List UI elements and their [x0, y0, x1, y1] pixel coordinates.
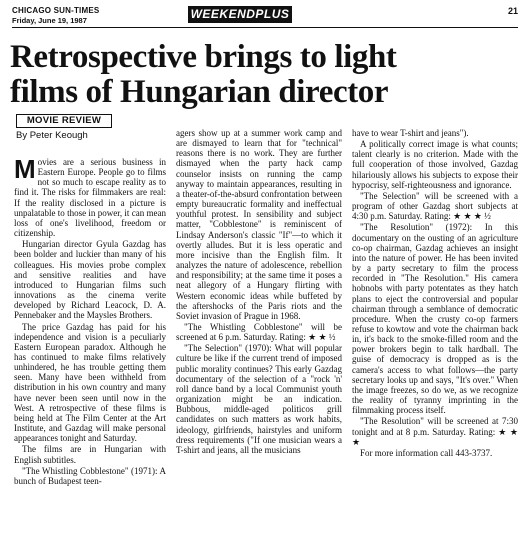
paragraph: The price Gazdag has paid for his independence and vision is a peculiarly Eastern European paradox. Although he has continued to make films relatively unhindered, he has trouble getting them seen. Many have been withheld from distribution in his own country and many have never been seen until now in the West. A retrospective of these films is being held at The Film Center at the Art Institute, and Gazdag will make personal appearances tonight and Saturday.	[14, 321, 166, 444]
paragraph: Movies are a serious business in Eastern Europe. People go to films not so much to escape reality as to find it. The risks for filmmakers are real: If the reality disclosed in a picture is unpalatable to those in power, it can mean loss of one's livelihood, freedom or citizenship.	[14, 154, 166, 239]
page-number: 21	[507, 6, 518, 16]
masthead	[12, 6, 518, 30]
paragraph: have to wear T-shirt and jeans").	[352, 128, 469, 138]
headline-line-1: Retrospective brings to light	[10, 39, 397, 75]
newspaper-name: CHICAGO SUN-TIMES	[12, 6, 100, 15]
paragraph: "The Resolution" (1972): In this documentary on the ousting of an agriculture co-op chairman, Gazdag achieves an insight into the nature of power. He has been invited by a party secretary to film the process recorded in "The Resolution." His camera hobnobs with party potentates as they hatch plans to eject the controversial and popular chairman through a semblance of democratic procedure. When the crusty co-op farmers refuse to kowtow and vote the chairman back in, it's back to the smoke-filled room and the power brokers begin to talk hardball. The guise of democracy is dropped as is the camera's access to what follows—the party secretary looks up and says, "It's over." When the image freezes, so do we, as we recognize the reality of tyranny imprinting in the filmmaking process itself.	[352, 222, 518, 416]
paragraph: "The Selection" will be screened with a program of other Gazdag short subjects at 4:30 p.m. Saturday. Rating: ★ ★ ★ ½	[352, 190, 518, 222]
section-banner: WEEKENDPLUS	[188, 6, 292, 23]
paragraph: A politically correct image is what counts; talent clearly is no criterion. Made with the full cooperation of those involved, Gazdag hilariously allows his subjects to expose their hypocrisy, self-righteousness and ignorance.	[352, 139, 518, 190]
paragraph: The films are in Hungarian with English subtitles.	[14, 444, 166, 465]
paragraph: "The Whistling Cobblestone" will be screened at 6 p.m. Saturday. Rating: ★ ★ ½	[176, 321, 342, 343]
paragraph: agers show up at a summer work camp and are dismayed to learn that for "technical" reasons there is no work. They are further dismayed when the party hack camp counselor insists on running the camp anyway to maintain appearances, resulting in a theater-of-the-absurd confrontation between empty bureaucratic formality and ineffectual youthful protest. In sensibility and subject matter, "Cobblestone" is reminiscent of Lindsay Anderson's classic "If"—to which it overtly alludes. But it is less operatic and more incisive than the English film. It analyzes the nature of adolescence, rebellion and responsibility; at the same time it poses a neat allegory of a Hungary flirting with Western economic ideas while buffeted by the aftershocks of the Paris riots and the Soviet invasion of Prague in 1968.	[176, 128, 342, 321]
paragraph: "The Selection" (1970): What will popular culture be like if the current trend of imposed public morality continues? This early Gazdag documentary of the selection of a "rock 'n' roll dance band by a local Communist youth organization might be an indication. Bubbous, middle-aged politicos grill candidates on such matters as work habits, ideology, girlfriends, hairstyles and uniform dress requirements ("If one musician wears a T-shirt and jeans, all the musicians	[176, 343, 342, 455]
article-column-3	[352, 128, 518, 459]
movie-review-label: MOVIE REVIEW	[16, 114, 112, 128]
headline-line-2: films of Hungarian director	[10, 74, 389, 110]
drop-cap: M	[14, 154, 36, 184]
paragraph: "The Whistling Cobblestone" (1971): A bunch of Budapest teen-	[14, 465, 166, 486]
headline	[10, 40, 520, 110]
paragraph: For more information call 443-3737.	[360, 447, 493, 458]
paragraph: "The Resolution" will be screened at 7:30 tonight and at 8 p.m. Saturday. Rating: ★ ★ ★	[352, 416, 518, 447]
article-column-2	[176, 128, 342, 456]
masthead-rule	[12, 27, 518, 28]
byline: By Peter Keough	[16, 130, 88, 141]
article-column-1	[14, 154, 166, 487]
paragraph: Hungarian director Gyula Gazdag has been bolder and luckier than many of his colleagues. His movies probe complex and sensitive realities and have introduced to Hungarian films such innovations as the cinema verite developed by Richard Leacock, D. A. Pennebaker and the Maysles Brothers.	[14, 239, 166, 321]
issue-date: Friday, June 19, 1987	[12, 16, 87, 25]
